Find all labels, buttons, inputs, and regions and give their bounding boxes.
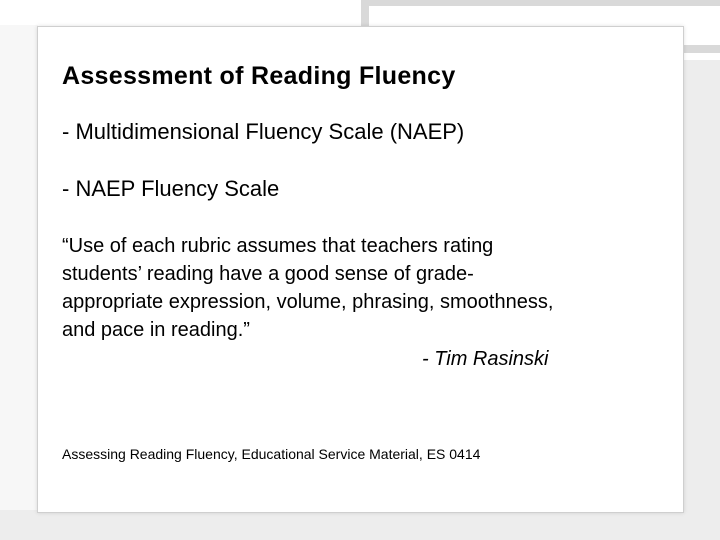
decorative-panel-bottom bbox=[0, 510, 720, 540]
quote-attribution: - Tim Rasinski bbox=[422, 348, 549, 370]
quote-line: “Use of each rubric assumes that teachers rating bbox=[62, 235, 494, 257]
quote-block bbox=[62, 232, 662, 344]
slide-title: Assessment of Reading Fluency bbox=[62, 62, 456, 90]
bullet-multidimensional-scale: - Multidimensional Fluency Scale (NAEP) bbox=[62, 119, 465, 144]
background-strip-left bbox=[0, 25, 38, 540]
quote-line: and pace in reading.” bbox=[62, 319, 250, 341]
source-citation: Assessing Reading Fluency, Educational Service Material, ES 0414 bbox=[62, 446, 481, 462]
quote-line: students’ reading have a good sense of grade- bbox=[62, 263, 474, 285]
bullet-naep-scale: - NAEP Fluency Scale bbox=[62, 176, 280, 201]
quote-line: appropriate expression, volume, phrasing, smoothness, bbox=[62, 291, 554, 313]
